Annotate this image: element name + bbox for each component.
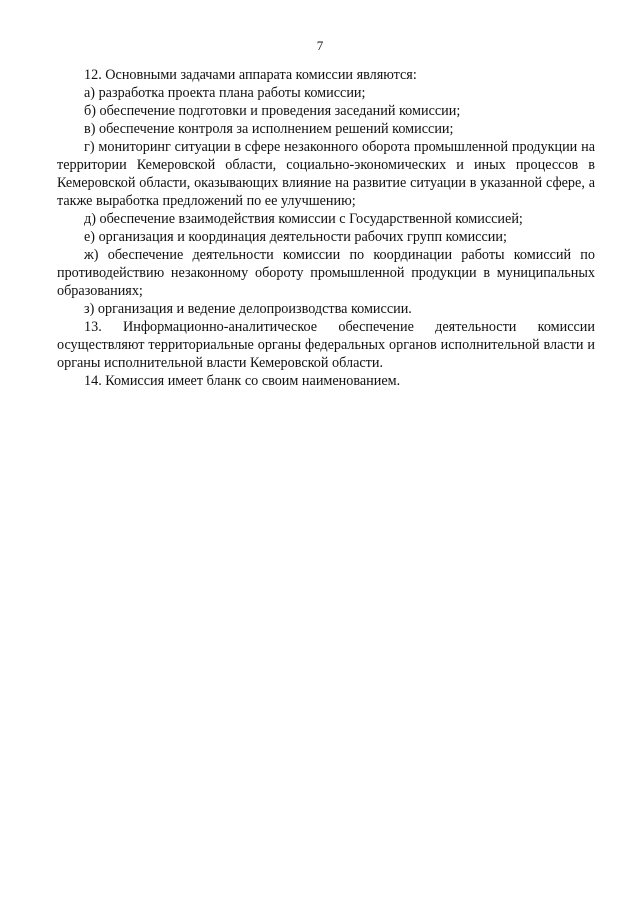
paragraph-item-13: 13. Информационно-аналитическое обеспечение деятельности комиссии осуществляют территориальные органы федеральных органов исполнительной власти и органы исполнительной власти Кемеровской области. (57, 319, 595, 371)
paragraph-subitem-z: з) организация и ведение делопроизводства комиссии. (84, 301, 412, 317)
paragraph-subitem-b: б) обеспечение подготовки и проведения заседаний комиссии; (84, 103, 461, 119)
paragraph-subitem-e: е) организация и координация деятельности рабочих групп комиссии; (84, 229, 507, 245)
document-body (57, 66, 595, 390)
paragraph-subitem-g: г) мониторинг ситуации в сфере незаконного оборота промышленной продукции на территории Кемеровской области, социально-экономических и иных процессов в Кемеровской области, оказывающих влияние на развитие ситуации в указанной сфере, а также выработка предложений по ее улучшению; (57, 139, 595, 209)
paragraph-subitem-a: а) разработка проекта плана работы комиссии; (84, 85, 366, 101)
paragraph-subitem-zh: ж) обеспечение деятельности комиссии по координации работы комиссий по противодействию незаконному обороту промышленной продукции в муниципальных образованиях; (57, 247, 595, 299)
paragraph-item-12: 12. Основными задачами аппарата комиссии являются: (84, 67, 417, 83)
paragraph-subitem-d: д) обеспечение взаимодействия комиссии с Государственной комиссией; (84, 211, 523, 227)
paragraph-item-14: 14. Комиссия имеет бланк со своим наименованием. (84, 373, 401, 389)
paragraph-subitem-v: в) обеспечение контроля за исполнением решений комиссии; (84, 121, 454, 137)
page-number: 7 (316, 38, 324, 53)
